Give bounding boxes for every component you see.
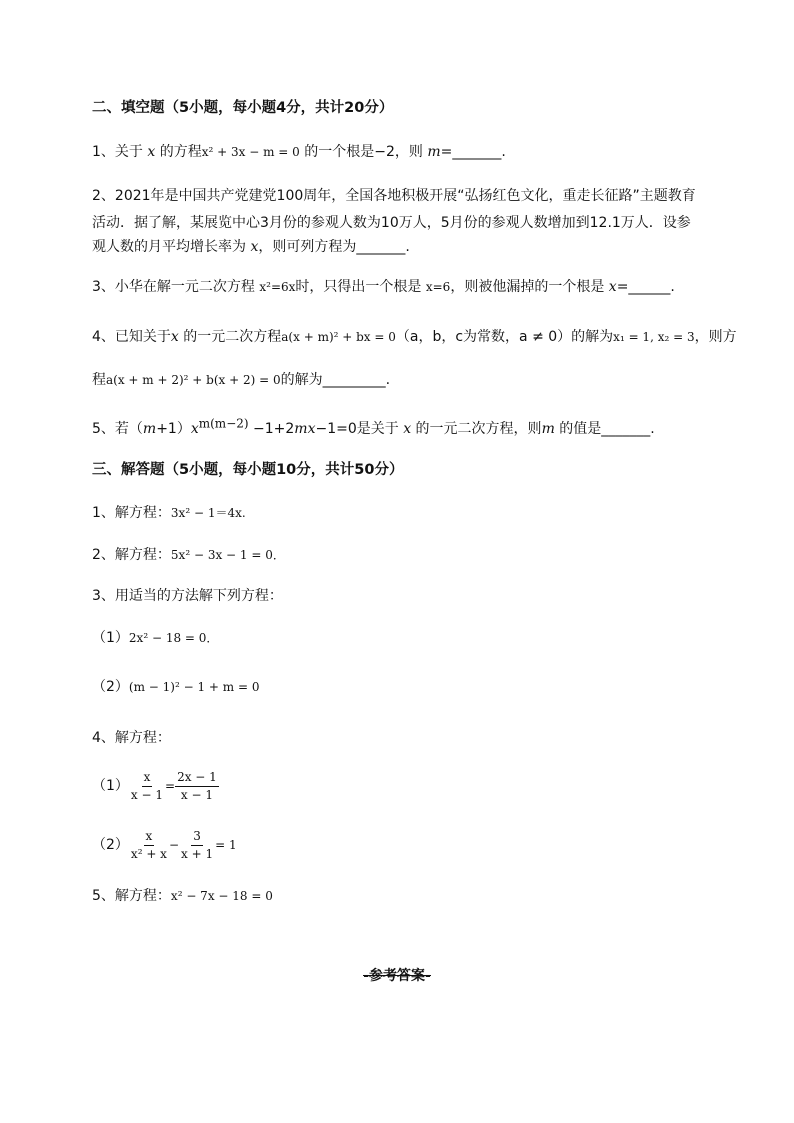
- s3q2-equation: 5x² − 3x − 1 = 0．: [170, 548, 285, 562]
- s3q4-sub2-minus: −: [168, 838, 180, 852]
- s3q4-sub1-equals: =: [165, 779, 176, 793]
- fill-question-2-line1: 2、2021年是中国共产党建党100周年，全国各地积极开展“弘扬红色文化，重走长征路”主题教育: [92, 188, 696, 204]
- q2-line3-b: ，则可列方程为_______.: [258, 239, 410, 255]
- section3-heading: 三、解答题（5小题，每小题10分，共计50分）: [92, 462, 404, 478]
- q1-prefix: 1、关于: [92, 144, 148, 160]
- solve-question-3: 3、用适当的方法解下列方程：: [92, 588, 283, 604]
- s3q5-label: 5、解方程：: [92, 888, 171, 904]
- fill-question-1: [92, 142, 506, 162]
- s3q3-sub1-equation: 2x² − 18 = 0．: [128, 631, 219, 645]
- solve-question-4-sub1: [92, 768, 219, 804]
- q5-b: +1）: [156, 421, 191, 437]
- q4-d: ，则方: [694, 329, 737, 345]
- q3-prefix: 3、小华在解一元二次方程: [92, 279, 260, 295]
- q5-f: 的值是_______.: [554, 421, 655, 437]
- fill-question-4-line2: [92, 370, 390, 390]
- section2-heading: 二、填空题（5小题，每小题4分，共计20分）: [92, 100, 394, 116]
- q1-mid: 的方程: [155, 144, 202, 160]
- solve-question-4-sub2: [92, 827, 237, 863]
- q3-blank: =______.: [616, 279, 675, 295]
- q3-equation: x²=6x: [259, 280, 296, 294]
- s3q1-equation: 3x² − 1＝4x.: [170, 506, 246, 520]
- answer-title-text: -参考答案-: [363, 968, 431, 984]
- q5-d: −1=0是关于: [315, 421, 404, 437]
- solve-question-3-sub2: [92, 677, 260, 697]
- q2-line3-a: 观人数的月平均增长率为: [92, 239, 251, 255]
- solve-question-3-sub1: [92, 628, 218, 648]
- q4-c: （a，b，c为常数，a ≠ 0）的解为: [395, 329, 614, 345]
- s3q4-sub1-label: （1）: [92, 778, 129, 794]
- q4-a: 4、已知关于: [92, 329, 171, 345]
- q2-var: x: [250, 239, 259, 255]
- s3q4-sub2-right-fraction: $\frac{3}{x + 1}$: [181, 828, 214, 861]
- s3q4-sub2-rhs: = 1: [215, 838, 237, 852]
- solve-question-2: [92, 545, 285, 565]
- solve-question-4: 4、解方程：: [92, 730, 171, 746]
- fill-question-2-line3: [92, 237, 410, 257]
- q4-equation-1: a(x + m)² + bx = 0: [281, 330, 396, 344]
- s3q3-sub2-label: （2）: [92, 679, 129, 695]
- q4-line2-b: 的解为_________.: [280, 372, 391, 388]
- solve-question-5: [92, 886, 273, 906]
- q5-base: x: [190, 421, 199, 437]
- q5-m1: m: [142, 421, 157, 437]
- s3q5-equation: x² − 7x − 18 = 0: [170, 889, 273, 903]
- s3q4-sub2-left-fraction: $\frac{x}{\text{x² + x}}$: [130, 828, 167, 861]
- solve-question-1: [92, 503, 246, 523]
- fill-question-4-line1: [92, 327, 737, 347]
- q3-mid: 时，只得出一个根是: [295, 279, 426, 295]
- q5-e: 的一元二次方程，则: [411, 421, 542, 437]
- q1-var: x: [147, 144, 156, 160]
- s3q4-sub1-left-fraction: $\frac{x}{x - 1}$: [130, 769, 164, 802]
- q1-var-m: m: [427, 144, 441, 160]
- s3q1-label: 1、解方程：: [92, 505, 171, 521]
- q5-mx: mx: [294, 421, 316, 437]
- fill-question-3: [92, 277, 675, 297]
- q5-var: x: [403, 421, 412, 437]
- q4-equation-2: a(x + m + 2)² + b(x + 2) = 0: [106, 373, 281, 387]
- s3q3-sub2-equation: (m − 1)² − 1 + m = 0: [128, 680, 260, 694]
- q1-equation: x² + 3x − m = 0: [201, 145, 300, 159]
- q4-var: x: [170, 329, 179, 345]
- q3-root: x=6: [425, 280, 451, 294]
- q5-c: −1+2: [248, 421, 295, 437]
- s3q4-sub1-right-fraction: $\frac{2x - 1}{x - 1}$: [177, 769, 217, 802]
- q5-exponent: m(m−2): [198, 416, 249, 431]
- s3q2-label: 2、解方程：: [92, 547, 171, 563]
- q4-line2-a: 程: [92, 372, 106, 388]
- s3q3-sub1-label: （1）: [92, 630, 129, 646]
- q1-suffix: 的一个根是−2，则: [299, 144, 428, 160]
- s3q4-sub2-label: （2）: [92, 837, 129, 853]
- q4-solution: x₁ = 1, x₂ = 3: [613, 330, 695, 344]
- answer-section-title: [0, 968, 794, 984]
- q5-m2: m: [541, 421, 555, 437]
- fill-question-5: [92, 416, 655, 439]
- q3-mid2: ，则被他漏掉的一个根是: [450, 279, 609, 295]
- q3-var: x: [608, 279, 617, 295]
- q1-blank: =_______.: [440, 144, 506, 160]
- q4-b: 的一元二次方程: [178, 329, 282, 345]
- q5-a: 5、若（: [92, 421, 143, 437]
- fill-question-2-line2: 活动．据了解，某展览中心3月份的参观人数为10万人，5月份的参观人数增加到12.1万人．设参: [92, 215, 691, 231]
